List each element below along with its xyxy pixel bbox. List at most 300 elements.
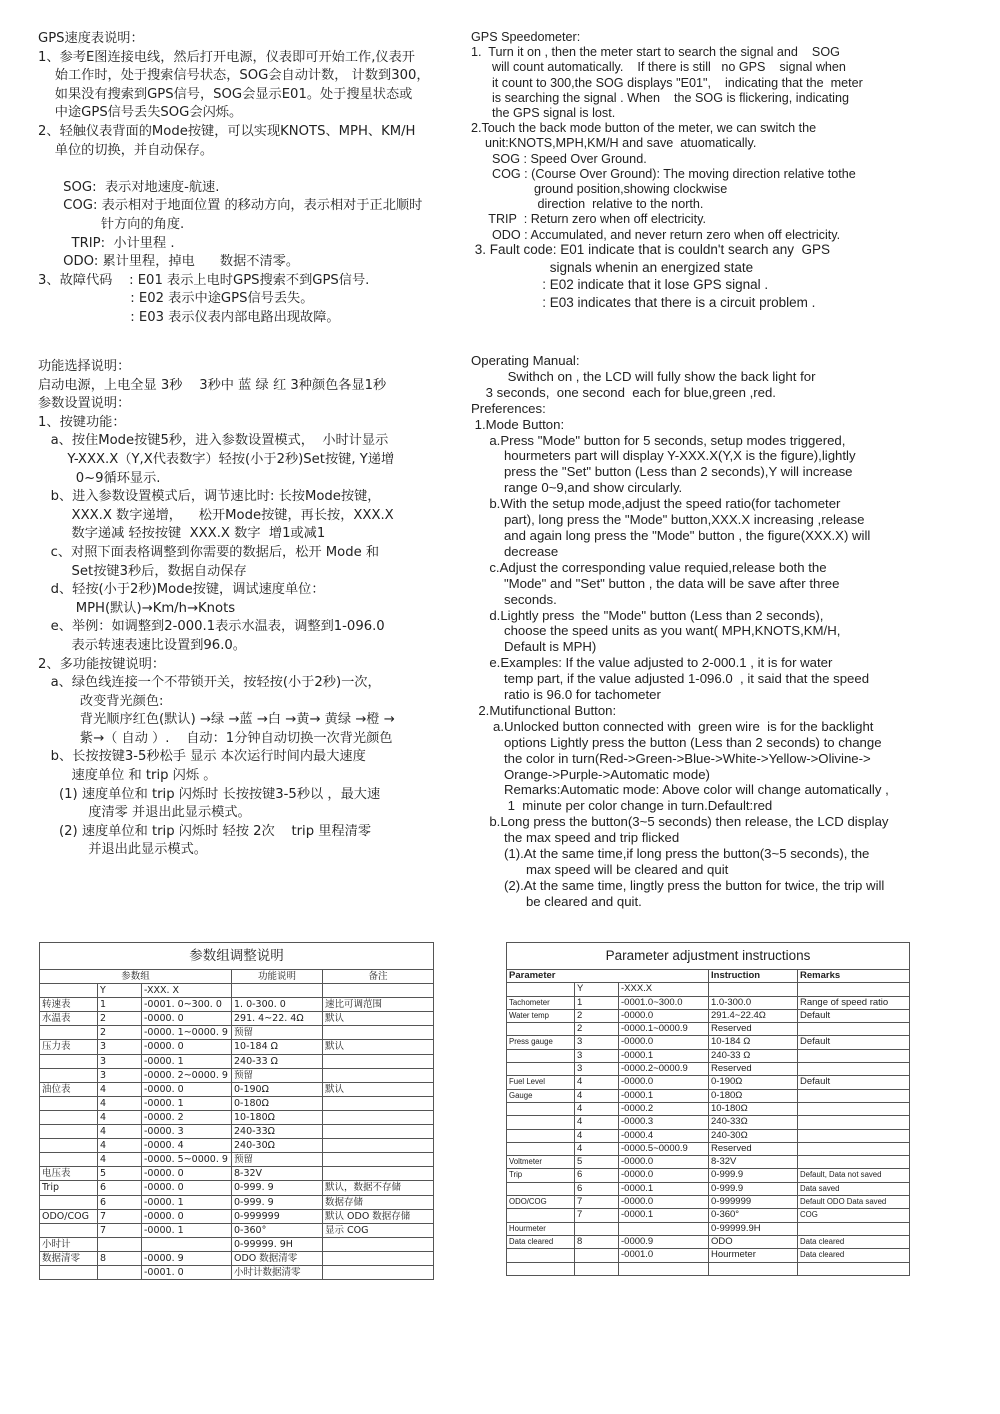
text-line: a.Press "Mode" button for 5 seconds, setup modes triggered, (471, 432, 846, 448)
text-line: is searching the signal . When the SOG is flickering, indicating (471, 90, 849, 105)
text-line: : E02 indicate that it lose GPS signal . (471, 277, 769, 293)
table-cell (507, 1023, 575, 1036)
text-line: (1) 速度单位和 trip 闪烁时 长按按键3-5秒以 ，最大速 (38, 786, 381, 802)
table-cell: Y (575, 983, 619, 996)
table-cell (507, 1049, 575, 1062)
table-cell: -0000. 3 (142, 1125, 232, 1139)
table-cell: 10-184 Ω (709, 1036, 798, 1049)
text-line: GPS速度表说明： (38, 31, 144, 46)
table-cell: -0000.1 (619, 1049, 709, 1062)
table-cell: -0000. 0 (142, 1040, 232, 1054)
table-row (507, 1156, 910, 1169)
table-cell: 6 (98, 1195, 142, 1209)
table-cell (98, 1265, 142, 1279)
table-row (40, 1223, 434, 1237)
table-cell (575, 1262, 619, 1275)
table-cell (798, 1222, 910, 1235)
table-cell: Hourmeter (709, 1249, 798, 1262)
text-line: TRIP : Return zero when off electricity. (471, 212, 706, 227)
text-line: 中途GPS信号丢失SOG会闪烁。 (38, 105, 243, 121)
table-cell: COG (798, 1209, 910, 1222)
table-row (40, 1251, 434, 1265)
table-cell (40, 1125, 98, 1139)
table-cell: Data cleared (798, 1235, 910, 1248)
table-cell: 6 (575, 1169, 619, 1182)
text-line: (1).At the same time,if long press the button(3~5 seconds), the (471, 846, 870, 862)
table-cell: 4 (575, 1129, 619, 1142)
text-line: d.Lightly press the "Mode" button (Less than 2 seconds), (471, 607, 824, 623)
table-cell: -0000.5~0000.9 (619, 1142, 709, 1155)
table-cell (798, 983, 910, 996)
text-line: 3、故障代码 : E01 表示上电时GPS搜索不到GPS信号. (38, 272, 370, 288)
table-cell: 1 (575, 996, 619, 1009)
table-cell (323, 1153, 434, 1167)
table-row (507, 1235, 910, 1248)
text-line: Remarks:Automatic mode: Above color will change automatically , (471, 782, 889, 798)
text-line: options Lightly press the button (Less than 2 seconds) to change (471, 734, 882, 750)
text-line: 始工作时，处于搜索信号状态，SOG会自动计数， 计数到300， (38, 68, 430, 84)
table-row (40, 1068, 434, 1082)
table-cell: 0-190Ω (709, 1076, 798, 1089)
table-cell (507, 1142, 575, 1155)
table-row (40, 1082, 434, 1096)
table-cell: 小时计 (40, 1237, 98, 1251)
text-line: 表示转速表速比设置到96.0。 (38, 637, 246, 653)
table-cell: 0-360° (709, 1209, 798, 1222)
table-cell: 显示 COG (323, 1223, 434, 1237)
table-cell: 预留 (232, 1068, 323, 1082)
text-line: max speed will be cleared and quit (471, 862, 729, 877)
table-cell (709, 983, 798, 996)
table-cell (40, 1223, 98, 1237)
text-line: ground position,showing clockwise (471, 182, 728, 197)
table-cell: 油位表 (40, 1082, 98, 1096)
table-cell: 8-32V (709, 1156, 798, 1169)
table-header: 参数组 (40, 970, 232, 984)
parameter-table-cn (39, 942, 434, 1280)
text-line: "Mode" and "Set" button , the data will be save after three (471, 575, 840, 591)
table-title: 参数组调整说明 (40, 943, 434, 970)
table-cell (98, 1237, 142, 1251)
table-cell (232, 984, 323, 998)
text-line: decrease (471, 543, 559, 559)
table-cell: Data saved (798, 1182, 910, 1195)
table-cell: 240-33 Ω (709, 1049, 798, 1062)
table-cell: -0000. 0 (142, 1181, 232, 1195)
text-line: 0~9循环显示. (38, 470, 161, 486)
table-cell: 6 (98, 1181, 142, 1195)
table-cell (619, 1262, 709, 1275)
table-cell (507, 1116, 575, 1129)
table-row (507, 1063, 910, 1076)
table-cell: Data cleared (507, 1235, 575, 1248)
text-line: 1.Mode Button: (471, 416, 565, 432)
table-cell: 4 (98, 1110, 142, 1124)
table-cell: 2 (98, 1026, 142, 1040)
table-cell: 0-999. 9 (232, 1181, 323, 1195)
table-cell: Data cleared (798, 1249, 910, 1262)
text-line: Preferences: (471, 400, 546, 416)
table-cell (40, 1096, 98, 1110)
table-cell: 电压表 (40, 1167, 98, 1181)
text-line: (2).At the same time, lingtly press the button for twice, the trip will (471, 877, 885, 893)
text-line: 数字递减 轻按按键 XXX.X 数字 增1或减1 (38, 526, 326, 542)
table-cell: Reserved (709, 1142, 798, 1155)
table-row (507, 1036, 910, 1049)
table-cell: -0000.4 (619, 1129, 709, 1142)
text-line: : E03 表示仪表内部电路出现故障。 (38, 309, 340, 325)
table-row (40, 1139, 434, 1153)
table-cell: 3 (98, 1040, 142, 1054)
table-cell: 压力表 (40, 1040, 98, 1054)
table-cell: Default (798, 1036, 910, 1049)
table-cell: 3 (98, 1068, 142, 1082)
table-cell: 0-99999. 9H (232, 1237, 323, 1251)
table-cell: 小时计数据清零 (232, 1265, 323, 1279)
table-cell: 数据存储 (323, 1195, 434, 1209)
table-cell: -0000.0 (619, 1076, 709, 1089)
text-line: : E03 indicates that there is a circuit problem . (471, 294, 816, 310)
table-cell: -XXX. X (142, 984, 232, 998)
text-line: a.Unlocked button connected with green wire is for the backlight (471, 718, 874, 734)
text-line: 1、按键功能： (38, 414, 126, 430)
text-line: 启动电源，上电全显 3秒 3秒中 蓝 绿 红 3种颜色各显1秒 (38, 377, 387, 393)
table-cell: 240-33Ω (709, 1116, 798, 1129)
table-row (507, 996, 910, 1009)
table-cell: Reserved (709, 1023, 798, 1036)
text-line: Orange->Purple->Automatic mode) (471, 766, 710, 782)
table-cell (323, 984, 434, 998)
text-line: e、举例：如调整到2-000.1表示水温表，调整到1-096.0 (38, 619, 385, 635)
table-row (40, 1110, 434, 1124)
table-row (507, 1209, 910, 1222)
table-row (40, 1209, 434, 1223)
table-cell: -0000.2 (619, 1102, 709, 1115)
table-cell: -0000. 0 (142, 1082, 232, 1096)
parameter-table-en (506, 942, 910, 1276)
table-cell (798, 1102, 910, 1115)
text-line: direction relative to the north. (471, 197, 704, 212)
table-cell: 8 (575, 1235, 619, 1248)
table-row (40, 1040, 434, 1054)
table-cell (798, 1129, 910, 1142)
text-line (38, 160, 463, 179)
table-cell (507, 1262, 575, 1275)
table-cell: -0000.0 (619, 1009, 709, 1022)
text-line: 单位的切换，并自动保存。 (38, 142, 214, 158)
table-header: 功能说明 (232, 970, 323, 984)
text-line: 2、轻触仪表背面的Mode按键，可以实现KNOTS、MPH、KM/H (38, 123, 416, 139)
table-cell: -0000. 0 (142, 1167, 232, 1181)
table-cell (323, 1265, 434, 1279)
table-cell: 240-33 Ω (232, 1054, 323, 1068)
table-cell: 0-999999 (232, 1209, 323, 1223)
table-cell: Reserved (709, 1063, 798, 1076)
table-cell (323, 1167, 434, 1181)
table-cell: -0000. 1 (142, 1223, 232, 1237)
table-cell: 6 (575, 1182, 619, 1195)
table-cell (798, 1156, 910, 1169)
text-line: temp part, if the value adjusted 1-096.0 , it said that the speed (471, 671, 870, 687)
table-cell (40, 984, 98, 998)
table-cell: 3 (98, 1054, 142, 1068)
table-cell (40, 1139, 98, 1153)
table-cell: 0-180Ω (709, 1089, 798, 1102)
text-line: ODO: 累计里程，掉电 数据不清零。 (38, 254, 300, 270)
table-cell: 0-180Ω (232, 1096, 323, 1110)
table-cell: 7 (575, 1196, 619, 1209)
table-cell: 5 (575, 1156, 619, 1169)
table-cell (798, 1262, 910, 1275)
table-cell: Water temp (507, 1009, 575, 1022)
table-cell (507, 1209, 575, 1222)
table-cell: 8 (98, 1251, 142, 1265)
text-line: COG: 表示相对于地面位置 的移动方向，表示相对于正北顺时 (38, 198, 423, 214)
table-cell (323, 1110, 434, 1124)
table-row (507, 1196, 910, 1209)
table-cell: 4 (98, 1082, 142, 1096)
table-cell: 4 (575, 1089, 619, 1102)
text-line: be cleared and quit. (471, 893, 642, 909)
text-line: SOG: 表示对地速度-航速. (38, 179, 220, 195)
table-cell: ODO/COG (507, 1196, 575, 1209)
text-line: it count to 300,the SOG displays "E01", indicating that the meter (471, 75, 863, 90)
table-row (507, 1249, 910, 1262)
table-cell: -0000.3 (619, 1116, 709, 1129)
table-cell: 1 (98, 998, 142, 1012)
text-line: the max speed and trip flicked (471, 830, 680, 846)
table-cell (40, 1026, 98, 1040)
table-row (507, 983, 910, 996)
table-cell (323, 1139, 434, 1153)
table-cell: 10-180Ω (232, 1110, 323, 1124)
table-cell (323, 1237, 434, 1251)
text-line: 如果没有搜索到GPS信号，SOG会显示E01。处于搜星状态或 (38, 86, 413, 102)
table-cell: 默认 ODO 数据存储 (323, 1209, 434, 1223)
table-cell: 4 (575, 1142, 619, 1155)
table-row (40, 1125, 434, 1139)
text-line: 3. Fault code: E01 indicate that is couldn't search any GPS (471, 242, 831, 257)
table-row (507, 1009, 910, 1022)
table-cell (575, 1249, 619, 1262)
table-row (507, 1262, 910, 1275)
text-line: signals whenin an energized state (471, 259, 754, 275)
table-cell: Gauge (507, 1089, 575, 1102)
table-cell: 数据清零 (40, 1251, 98, 1265)
text-line: 参数设置说明： (38, 396, 131, 412)
text-line: a、按住Mode按键5秒，进入参数设置模式， 小时计显示 (38, 433, 389, 449)
table-cell: 7 (98, 1209, 142, 1223)
table-cell: 3 (575, 1063, 619, 1076)
table-header: Instruction (709, 970, 798, 983)
table-cell: 4 (98, 1139, 142, 1153)
table-cell (507, 1249, 575, 1262)
table-cell: -0000.0 (619, 1156, 709, 1169)
table-cell: -0000. 1 (142, 1096, 232, 1110)
text-line: 2.Touch the back mode button of the meter, we can switch the (471, 121, 817, 136)
table-header: Parameter (507, 970, 709, 983)
table-cell (507, 1129, 575, 1142)
table-cell (40, 1110, 98, 1124)
table-cell: 5 (98, 1167, 142, 1181)
table-cell: 1.0-300.0 (709, 996, 798, 1009)
table-cell: 2 (575, 1023, 619, 1036)
table-cell: -XXX.X (619, 983, 709, 996)
table-cell: -0001. 0~300. 0 (142, 998, 232, 1012)
text-line: b、长按按键3-5秒松手 显示 本次运行时间内最大速度 (38, 749, 366, 765)
text-line: Operating Manual: (471, 353, 580, 368)
text-line: 针方向的角度. (38, 216, 185, 232)
table-row (40, 1026, 434, 1040)
table-cell: 2 (575, 1009, 619, 1022)
table-row (507, 1116, 910, 1129)
table-cell (323, 1096, 434, 1110)
table-cell (507, 1063, 575, 1076)
text-line: c.Adjust the corresponding value requied,release both the (471, 559, 827, 575)
table-cell: 4 (98, 1096, 142, 1110)
table-row (40, 1181, 434, 1195)
table-cell: -0001.0 (619, 1249, 709, 1262)
text-line: Set按键3秒后，数据自动保存 (38, 563, 247, 579)
text-line: and again long press the "Mode" button , the figure(XXX.X) will (471, 527, 871, 543)
table-cell: Trip (40, 1181, 98, 1195)
text-line: Swithch on , the LCD will fully show the back light for (471, 368, 816, 384)
table-cell: 0-999.9 (709, 1169, 798, 1182)
table-cell: 默认 (323, 1040, 434, 1054)
table-cell: -0000. 5~0000. 9 (142, 1153, 232, 1167)
table-cell (40, 1054, 98, 1068)
table-cell: 默认 (323, 1012, 434, 1026)
text-line: choose the speed units as you want( MPH,KNOTS,KM/H, (471, 623, 841, 639)
text-line: d、轻按(小于2秒)Mode按键，调试速度单位： (38, 582, 325, 598)
table-row (507, 1169, 910, 1182)
text-line: 3 seconds, one second each for blue,green ,red. (471, 384, 776, 400)
table-cell (709, 1262, 798, 1275)
text-line: b、进入参数设置模式后，调节速比时: 长按Mode按键， (38, 489, 381, 505)
table-row (507, 1142, 910, 1155)
table-cell (575, 1222, 619, 1235)
en-fault-code-section (471, 241, 971, 311)
table-cell: Trip (507, 1169, 575, 1182)
text-line: 改变背光颜色: (38, 693, 164, 709)
text-line: e.Examples: If the value adjusted to 2-000.1 , it is for water (471, 655, 833, 671)
table-cell: 291. 4~22. 4Ω (232, 1012, 323, 1026)
table-cell: Default, Data not saved (798, 1169, 910, 1182)
text-line: a、绿色线连接一个不带锁开关，按轻按(小于2秒)一次， (38, 675, 381, 691)
table-row (40, 998, 434, 1012)
table-row (40, 1012, 434, 1026)
table-row (40, 1237, 434, 1251)
table-cell: 2 (98, 1012, 142, 1026)
table-cell (798, 1049, 910, 1062)
text-line: (2) 速度单位和 trip 闪烁时 轻按 2次 trip 里程清零 (38, 823, 372, 839)
table-cell (323, 1054, 434, 1068)
text-line: Y-XXX.X（Y,X代表数字）轻按(小于2秒)Set按键, Y递增 (38, 451, 395, 467)
text-line: b.With the setup mode,adjust the speed ratio(for tachometer (471, 496, 841, 512)
text-line: range 0~9,and show circularly. (471, 480, 683, 496)
table-row (40, 1265, 434, 1279)
text-line: hourmeters part will display Y-XXX.X(Y,X is the figure),lightly (471, 448, 856, 464)
text-line: 2.Mutifunctional Button: (471, 702, 617, 718)
table-cell: 4 (575, 1116, 619, 1129)
text-line: Default is MPH) (471, 639, 597, 655)
text-line: GPS Speedometer: (471, 30, 581, 44)
cn-gps-section (38, 30, 463, 328)
table-cell (40, 1153, 98, 1167)
table-row (40, 984, 434, 998)
table-cell (798, 1116, 910, 1129)
table-cell (798, 1142, 910, 1155)
table-cell (798, 1089, 910, 1102)
table-cell: 3 (575, 1049, 619, 1062)
table-cell (798, 1063, 910, 1076)
table-cell: 4 (98, 1153, 142, 1167)
table-cell (798, 1023, 910, 1036)
text-line: c、对照下面表格调整到你需要的数据后，松开 Mode 和 (38, 544, 380, 560)
table-cell: -0000. 4 (142, 1139, 232, 1153)
table-row (507, 1222, 910, 1235)
table-cell: 4 (98, 1125, 142, 1139)
table-cell (323, 1251, 434, 1265)
en-gps-section (471, 30, 971, 243)
table-cell: 4 (575, 1076, 619, 1089)
table-cell: 10-180Ω (709, 1102, 798, 1115)
table-cell: 水温表 (40, 1012, 98, 1026)
table-cell: ODO 数据清零 (232, 1251, 323, 1265)
table-cell: -0000. 2 (142, 1110, 232, 1124)
text-line: 1. Turn it on , then the meter start to search the signal and SOG (471, 45, 840, 60)
table-header: Remarks (798, 970, 910, 983)
table-row (507, 1129, 910, 1142)
table-row (507, 1089, 910, 1102)
table-row (40, 1195, 434, 1209)
text-line: 1 minute per color change in turn.Default:red (471, 798, 773, 814)
text-line: ODO : Accumulated, and never return zero when off electricity. (471, 227, 841, 242)
text-line: 背光顺序红色(默认) →绿 →蓝 →白 →黄→ 黄绿 →橙 → (38, 712, 395, 728)
table-cell: -0000.1 (619, 1089, 709, 1102)
table-cell: -0000.0 (619, 1196, 709, 1209)
table-cell: ODO/COG (40, 1209, 98, 1223)
table-title: Parameter adjustment instructions (507, 943, 910, 970)
table-cell: Y (98, 984, 142, 998)
table-cell (40, 1265, 98, 1279)
table-cell: 速比可调范围 (323, 998, 434, 1012)
table-cell: -0000.1~0000.9 (619, 1023, 709, 1036)
table-cell: 240-33Ω (232, 1125, 323, 1139)
table-cell: -0000. 9 (142, 1251, 232, 1265)
table-cell: 3 (575, 1036, 619, 1049)
table-cell: Hourmeter (507, 1222, 575, 1235)
table-cell: -0000. 1 (142, 1054, 232, 1068)
table-cell: -0000.1 (619, 1182, 709, 1195)
table-cell: -0001.0~300.0 (619, 996, 709, 1009)
text-line: 度清零 并退出此显示模式。 (38, 805, 251, 821)
table-cell: -0000.1 (619, 1209, 709, 1222)
table-cell: -0000. 1~0000. 9 (142, 1026, 232, 1040)
table-cell: 7 (98, 1223, 142, 1237)
text-line: will count automatically. If there is still no GPS signal when (471, 60, 846, 75)
table-cell (507, 983, 575, 996)
table-cell: Tachometer (507, 996, 575, 1009)
table-cell: -0000.9 (619, 1235, 709, 1248)
table-cell (323, 1068, 434, 1082)
table-cell: -0001. 0 (142, 1265, 232, 1279)
table-cell: Default (798, 1076, 910, 1089)
table-cell: 0-999. 9 (232, 1195, 323, 1209)
table-cell: 10-184 Ω (232, 1040, 323, 1054)
table-cell: Range of speed ratio (798, 996, 910, 1009)
table-row (507, 1049, 910, 1062)
